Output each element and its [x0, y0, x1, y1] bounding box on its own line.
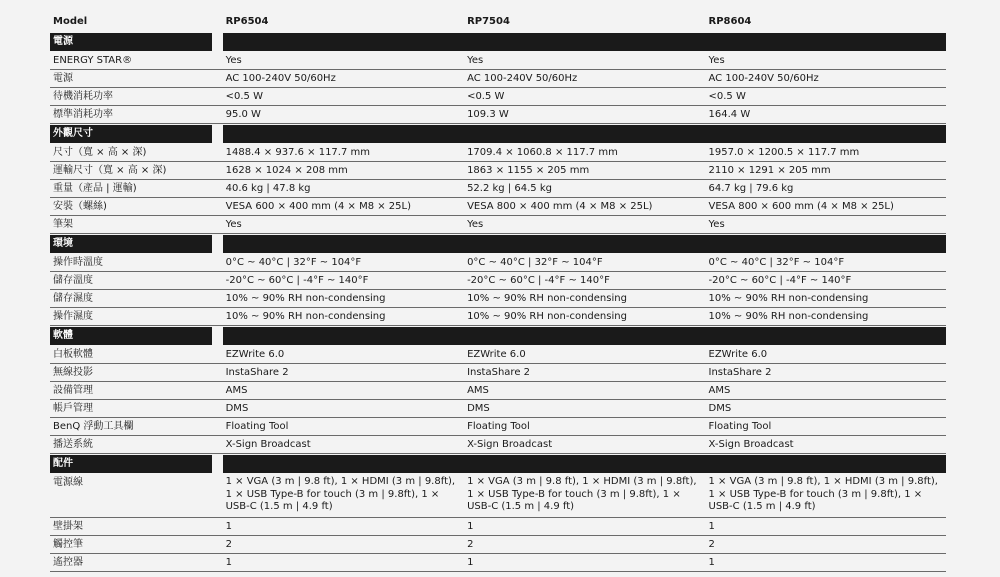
- spec-value-rp6504: 0°C ~ 40°C | 32°F ~ 104°F: [225, 257, 362, 268]
- section-header: [50, 455, 946, 473]
- section-bar: [223, 455, 946, 473]
- spec-value-rp7504: EZWrite 6.0: [467, 349, 526, 360]
- spec-label: BenQ 浮動工具欄: [53, 421, 134, 432]
- spec-value-rp6504: 1 × VGA (3 m | 9.8 ft), 1 × HDMI (3 m | 9.8ft), 1 × USB Type-B for touch (3 m | 9.8ft), 1 × USB-C (1.5 m | 4.9 ft): [225, 476, 456, 512]
- spec-value-rp7504: 10% ~ 90% RH non-condensing: [467, 311, 627, 322]
- spec-row: [50, 162, 946, 180]
- spec-label: 重量（產品 | 運輸): [53, 183, 137, 194]
- spec-value-rp8604: 0°C ~ 40°C | 32°F ~ 104°F: [708, 257, 845, 268]
- spec-value-rp6504: 1488.4 × 937.6 × 117.7 mm: [225, 147, 370, 158]
- spec-value-rp7504: 1: [467, 556, 474, 568]
- spec-row: [50, 272, 946, 290]
- spec-value-rp8604: 2110 × 1291 × 205 mm: [708, 165, 831, 176]
- spec-label: 操作時溫度: [53, 257, 103, 268]
- spec-value-rp6504: 10% ~ 90% RH non-condensing: [225, 311, 386, 322]
- spec-value-rp8604: 1 × VGA (3 m | 9.8 ft), 1 × HDMI (3 m | 9.8ft), 1 × USB Type-B for touch (3 m | 9.8ft), 1 × USB-C (1.5 m | 4.9 ft): [708, 476, 938, 512]
- spec-value-rp7504: VESA 800 × 400 mm (4 × M8 × 25L): [467, 201, 653, 212]
- spec-value-rp7504: 2: [467, 538, 474, 550]
- spec-value-rp7504: AC 100-240V 50/60Hz: [467, 73, 578, 84]
- section-header: [50, 33, 946, 51]
- spec-value-rp6504: Yes: [225, 219, 242, 230]
- spec-value-rp8604: -20°C ~ 60°C | -4°F ~ 140°F: [708, 275, 852, 286]
- section-title: 電源: [50, 33, 212, 51]
- model-rp6504-header: RP6504: [225, 16, 269, 27]
- spec-row: [50, 364, 946, 382]
- spec-label: 儲存濕度: [53, 293, 93, 304]
- section-title: 環境: [50, 235, 212, 253]
- spec-table: [50, 12, 946, 572]
- spec-value-rp8604: Yes: [708, 55, 725, 66]
- spec-label: 遙控器: [53, 556, 83, 568]
- spec-row: [50, 290, 946, 308]
- spec-label: 無線投影: [53, 367, 93, 378]
- spec-row: [50, 536, 946, 554]
- spec-row: [50, 418, 946, 436]
- spec-row: [50, 518, 946, 536]
- spec-label: 觸控筆: [53, 538, 83, 550]
- spec-value-rp8604: 2: [708, 538, 715, 550]
- spec-value-rp6504: <0.5 W: [225, 91, 263, 102]
- spec-label: 電源: [53, 73, 73, 84]
- spec-value-rp7504: 1: [467, 520, 474, 532]
- table-header: [50, 12, 946, 32]
- spec-value-rp6504: AMS: [225, 385, 248, 396]
- spec-row: [50, 198, 946, 216]
- spec-row: [50, 106, 946, 124]
- spec-value-rp8604: InstaShare 2: [708, 367, 772, 378]
- spec-value-rp7504: X-Sign Broadcast: [467, 439, 553, 450]
- spec-value-rp8604: 64.7 kg | 79.6 kg: [708, 183, 794, 194]
- spec-label: 操作濕度: [53, 311, 93, 322]
- spec-value-rp6504: InstaShare 2: [225, 367, 289, 378]
- spec-value-rp6504: 40.6 kg | 47.8 kg: [225, 183, 311, 194]
- section-header: [50, 327, 946, 345]
- spec-value-rp7504: 1863 × 1155 × 205 mm: [467, 165, 590, 176]
- spec-value-rp7504: 109.3 W: [467, 109, 509, 120]
- spec-value-rp8604: AMS: [708, 385, 731, 396]
- spec-value-rp8604: 10% ~ 90% RH non-condensing: [708, 293, 869, 304]
- section-title: 配件: [50, 455, 212, 473]
- spec-label: 尺寸（寬 × 高 × 深): [53, 147, 147, 158]
- spec-value-rp7504: Yes: [467, 55, 484, 66]
- spec-row: [50, 474, 946, 518]
- spec-value-rp6504: -20°C ~ 60°C | -4°F ~ 140°F: [225, 275, 369, 286]
- spec-value-rp6504: 1: [225, 556, 232, 568]
- spec-value-rp8604: 1: [708, 556, 715, 568]
- spec-label: 電源線: [53, 477, 83, 488]
- spec-label: 運輸尺寸（寬 × 高 × 深): [53, 165, 167, 176]
- spec-value-rp6504: 1: [225, 520, 232, 532]
- spec-row: [50, 308, 946, 326]
- spec-value-rp7504: 52.2 kg | 64.5 kg: [467, 183, 552, 194]
- spec-value-rp6504: 1628 × 1024 × 208 mm: [225, 165, 348, 176]
- section-title: 外觀尺寸: [50, 125, 212, 143]
- section-bar: [223, 235, 946, 253]
- spec-row: [50, 554, 946, 572]
- spec-label: 壁掛架: [53, 520, 83, 532]
- spec-value-rp7504: 1709.4 × 1060.8 × 117.7 mm: [467, 147, 618, 158]
- spec-value-rp7504: 10% ~ 90% RH non-condensing: [467, 293, 627, 304]
- spec-value-rp7504: AMS: [467, 385, 489, 396]
- spec-row: [50, 88, 946, 106]
- spec-row: [50, 180, 946, 198]
- spec-row: [50, 216, 946, 234]
- spec-value-rp7504: -20°C ~ 60°C | -4°F ~ 140°F: [467, 275, 610, 286]
- spec-value-rp8604: <0.5 W: [708, 91, 746, 102]
- section-title: 軟體: [50, 327, 212, 345]
- spec-value-rp7504: Yes: [467, 219, 484, 230]
- spec-label: 帳戶管理: [53, 403, 93, 414]
- spec-label: 播送系統: [53, 439, 93, 450]
- model-rp7504-header: RP7504: [467, 16, 510, 27]
- spec-value-rp8604: VESA 800 × 600 mm (4 × M8 × 25L): [708, 201, 894, 212]
- section-bar: [223, 33, 946, 51]
- spec-label: ENERGY STAR®: [53, 55, 133, 66]
- model-rp8604-header: RP8604: [708, 16, 752, 27]
- spec-label: 標準消耗功率: [53, 109, 113, 120]
- spec-value-rp8604: 1: [708, 520, 715, 532]
- spec-label: 安裝（螺絲): [53, 201, 107, 212]
- spec-row: [50, 436, 946, 454]
- spec-value-rp7504: Floating Tool: [467, 421, 530, 432]
- spec-value-rp8604: Yes: [708, 219, 725, 230]
- spec-value-rp6504: VESA 600 × 400 mm (4 × M8 × 25L): [225, 201, 411, 212]
- section-header: [50, 125, 946, 143]
- spec-row: [50, 400, 946, 418]
- spec-value-rp6504: AC 100-240V 50/60Hz: [225, 73, 336, 84]
- spec-value-rp8604: Floating Tool: [708, 421, 772, 432]
- spec-value-rp6504: EZWrite 6.0: [225, 349, 285, 360]
- spec-value-rp6504: Floating Tool: [225, 421, 289, 432]
- spec-value-rp8604: DMS: [708, 403, 732, 414]
- spec-value-rp6504: 95.0 W: [225, 109, 261, 120]
- spec-value-rp6504: 2: [225, 538, 232, 550]
- spec-label: 白板軟體: [53, 349, 93, 360]
- spec-row: [50, 254, 946, 272]
- section-header: [50, 235, 946, 253]
- spec-value-rp8604: 1957.0 × 1200.5 × 117.7 mm: [708, 147, 860, 158]
- spec-value-rp8604: 164.4 W: [708, 109, 751, 120]
- spec-value-rp7504: 0°C ~ 40°C | 32°F ~ 104°F: [467, 257, 603, 268]
- spec-value-rp8604: EZWrite 6.0: [708, 349, 768, 360]
- section-bar: [223, 327, 946, 345]
- spec-row: [50, 346, 946, 364]
- spec-value-rp6504: DMS: [225, 403, 249, 414]
- model-header: Model: [53, 16, 88, 27]
- spec-value-rp6504: Yes: [225, 55, 242, 66]
- spec-label: 筆架: [53, 219, 73, 230]
- spec-row: [50, 70, 946, 88]
- spec-row: [50, 52, 946, 70]
- spec-row: [50, 144, 946, 162]
- spec-value-rp7504: 1 × VGA (3 m | 9.8 ft), 1 × HDMI (3 m | 9.8ft), 1 × USB Type-B for touch (3 m | 9.8ft), 1 × USB-C (1.5 m | 4.9 ft): [467, 476, 697, 512]
- spec-value-rp8604: X-Sign Broadcast: [708, 439, 794, 450]
- spec-label: 儲存溫度: [53, 275, 93, 286]
- spec-value-rp8604: 10% ~ 90% RH non-condensing: [708, 311, 869, 322]
- spec-row: [50, 382, 946, 400]
- spec-value-rp6504: 10% ~ 90% RH non-condensing: [225, 293, 386, 304]
- spec-value-rp7504: InstaShare 2: [467, 367, 531, 378]
- spec-label: 設備管理: [53, 385, 93, 396]
- spec-value-rp7504: <0.5 W: [467, 91, 505, 102]
- spec-label: 待機消耗功率: [53, 91, 113, 102]
- spec-value-rp7504: DMS: [467, 403, 490, 414]
- spec-value-rp6504: X-Sign Broadcast: [225, 439, 311, 450]
- spec-value-rp8604: AC 100-240V 50/60Hz: [708, 73, 819, 84]
- section-bar: [223, 125, 946, 143]
